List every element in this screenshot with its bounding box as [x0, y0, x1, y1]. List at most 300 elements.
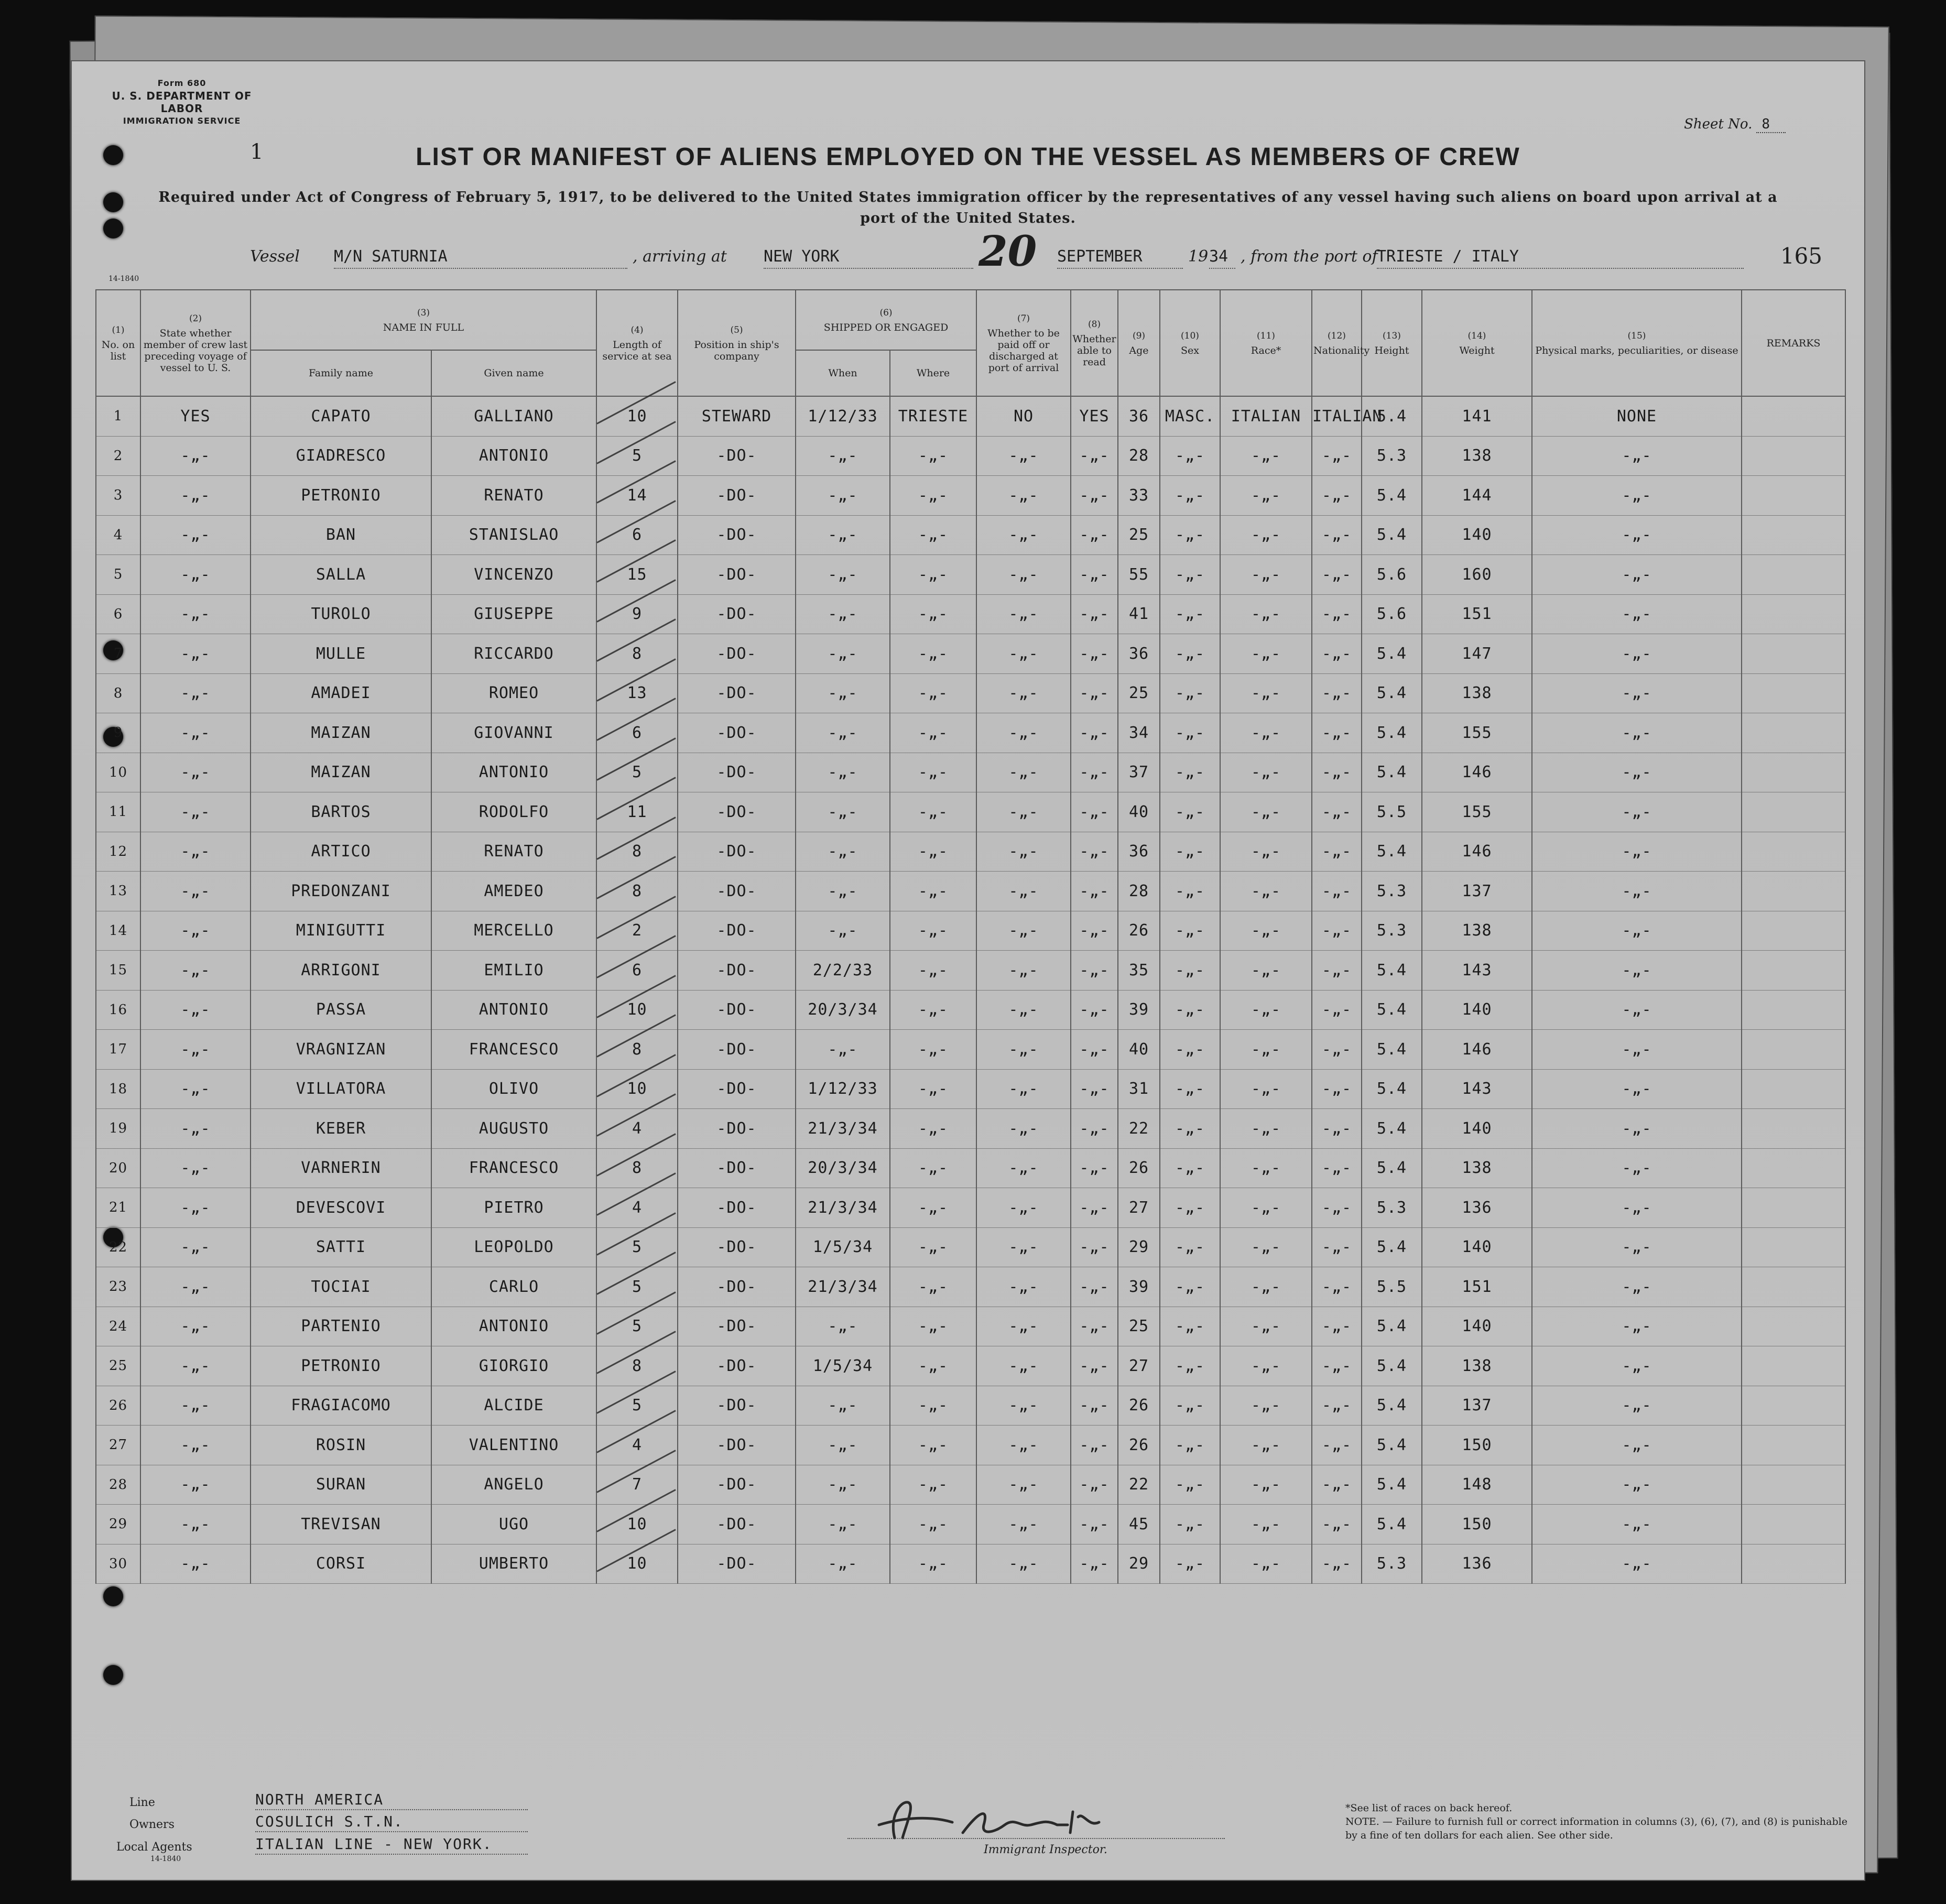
- cell-sex: -„-: [1160, 1346, 1220, 1386]
- cell-age: 27: [1118, 1346, 1160, 1386]
- cell-paid-off: -„-: [976, 1465, 1071, 1505]
- col-header-read: (8) Whether able to read: [1071, 290, 1118, 396]
- table-row: [96, 1426, 1845, 1465]
- cell-height: 5.4: [1362, 1465, 1422, 1505]
- cell-remarks: [1742, 1148, 1845, 1188]
- cell-able-to-read: -„-: [1071, 1426, 1118, 1465]
- cell-nationality: -„-: [1312, 1030, 1362, 1070]
- cell-race: -„-: [1220, 1426, 1312, 1465]
- sheet-code: 165: [1780, 243, 1822, 269]
- cell-service-length: [596, 1227, 678, 1267]
- cell-shipped-when: -„-: [796, 555, 890, 595]
- cell-nationality: -„-: [1312, 713, 1362, 753]
- cell-service-length: [596, 951, 678, 991]
- cell-position: -DO-: [678, 1505, 796, 1544]
- cell-age: 27: [1118, 1188, 1160, 1228]
- cell-age: 22: [1118, 1465, 1160, 1505]
- cell-nationality: -„-: [1312, 1267, 1362, 1307]
- cell-family-name: PASSA: [251, 990, 431, 1030]
- service-value: 15: [627, 565, 647, 584]
- cell-age: 26: [1118, 1386, 1160, 1426]
- table-row: [96, 436, 1845, 476]
- cell-height: 5.4: [1362, 673, 1422, 713]
- cell-age: 22: [1118, 1109, 1160, 1149]
- cell-shipped-when: -„-: [796, 1030, 890, 1070]
- cell-able-to-read: -„-: [1071, 1188, 1118, 1228]
- cell-prev-voyage: -„-: [140, 594, 251, 634]
- cell-physical-marks: -„-: [1532, 753, 1742, 792]
- inspector-signature: [858, 1796, 1225, 1843]
- cell-position: -DO-: [678, 1030, 796, 1070]
- cell-family-name: VRAGNIZAN: [251, 1030, 431, 1070]
- cell-height: 5.5: [1362, 1267, 1422, 1307]
- cell-family-name: TOCIAI: [251, 1267, 431, 1307]
- cell-sex: -„-: [1160, 1307, 1220, 1346]
- cell-weight: 140: [1422, 1227, 1532, 1267]
- cell-row-number: 10: [96, 753, 140, 792]
- cell-paid-off: -„-: [976, 1307, 1071, 1346]
- table-row: [96, 515, 1845, 555]
- cell-weight: 140: [1422, 990, 1532, 1030]
- cell-physical-marks: -„-: [1532, 1227, 1742, 1267]
- cell-family-name: SALLA: [251, 555, 431, 595]
- col-header-where: Where: [890, 350, 976, 396]
- cell-shipped-when: 1/12/33: [796, 1069, 890, 1109]
- cell-race: -„-: [1220, 1227, 1312, 1267]
- cell-sex: -„-: [1160, 1069, 1220, 1109]
- cell-paid-off: -„-: [976, 1346, 1071, 1386]
- cell-nationality: -„-: [1312, 792, 1362, 832]
- cell-nationality: -„-: [1312, 1307, 1362, 1346]
- cell-race: -„-: [1220, 832, 1312, 872]
- cell-physical-marks: -„-: [1532, 1267, 1742, 1307]
- cell-service-length: [596, 1386, 678, 1426]
- cell-position: -DO-: [678, 951, 796, 991]
- cell-physical-marks: -„-: [1532, 1505, 1742, 1544]
- cell-paid-off: -„-: [976, 792, 1071, 832]
- cell-shipped-where: -„-: [890, 555, 976, 595]
- inspector-label: Immigrant Inspector.: [984, 1843, 1107, 1856]
- cell-sex: -„-: [1160, 911, 1220, 951]
- sheet-number-label: Sheet No.: [1684, 116, 1753, 132]
- table-row: [96, 990, 1845, 1030]
- cell-given-name: VINCENZO: [431, 555, 596, 595]
- cell-physical-marks: -„-: [1532, 1109, 1742, 1149]
- service-value: 8: [632, 842, 643, 861]
- cell-position: -DO-: [678, 911, 796, 951]
- cell-prev-voyage: -„-: [140, 1069, 251, 1109]
- cell-position: -DO-: [678, 792, 796, 832]
- cell-shipped-where: -„-: [890, 1386, 976, 1426]
- cell-height: 5.4: [1362, 1109, 1422, 1149]
- cell-given-name: RENATO: [431, 476, 596, 516]
- cell-nationality: -„-: [1312, 832, 1362, 872]
- cell-service-length: [596, 1505, 678, 1544]
- cell-shipped-when: -„-: [796, 792, 890, 832]
- service-value: 8: [632, 1356, 643, 1375]
- cell-given-name: ANTONIO: [431, 1307, 596, 1346]
- cell-family-name: AMADEI: [251, 673, 431, 713]
- table-row: [96, 713, 1845, 753]
- cell-position: -DO-: [678, 1465, 796, 1505]
- cell-race: -„-: [1220, 792, 1312, 832]
- department-header: [98, 77, 266, 127]
- cell-nationality: -„-: [1312, 1386, 1362, 1426]
- table-row: [96, 951, 1845, 991]
- cell-row-number: 20: [96, 1148, 140, 1188]
- cell-prev-voyage: -„-: [140, 515, 251, 555]
- cell-nationality: -„-: [1312, 1544, 1362, 1584]
- cell-paid-off: -„-: [976, 1069, 1071, 1109]
- cell-remarks: [1742, 634, 1845, 674]
- cell-service-length: [596, 673, 678, 713]
- table-row: [96, 1069, 1845, 1109]
- cell-given-name: CARLO: [431, 1267, 596, 1307]
- cell-sex: -„-: [1160, 1188, 1220, 1228]
- cell-race: -„-: [1220, 476, 1312, 516]
- service-name: IMMIGRATION SERVICE: [123, 116, 241, 126]
- cell-physical-marks: -„-: [1532, 951, 1742, 991]
- cell-nationality: -„-: [1312, 594, 1362, 634]
- service-value: 4: [632, 1435, 643, 1454]
- cell-row-number: 1: [96, 396, 140, 436]
- cell-weight: 140: [1422, 1109, 1532, 1149]
- cell-physical-marks: NONE: [1532, 396, 1742, 436]
- cell-prev-voyage: -„-: [140, 476, 251, 516]
- cell-paid-off: -„-: [976, 911, 1071, 951]
- cell-able-to-read: -„-: [1071, 1148, 1118, 1188]
- cell-shipped-where: -„-: [890, 1346, 976, 1386]
- cell-age: 36: [1118, 832, 1160, 872]
- cell-prev-voyage: -„-: [140, 1505, 251, 1544]
- col-header-paid-off: (7) Whether to be paid off or discharged at port of arrival: [976, 290, 1071, 396]
- cell-nationality: -„-: [1312, 1465, 1362, 1505]
- cell-race: ITALIAN: [1220, 396, 1312, 436]
- race-note: *See list of races on back hereof.: [1345, 1802, 1513, 1814]
- cell-weight: 138: [1422, 436, 1532, 476]
- cell-physical-marks: -„-: [1532, 1069, 1742, 1109]
- manifest-sheet: [71, 60, 1865, 1881]
- cell-shipped-where: -„-: [890, 753, 976, 792]
- cell-shipped-when: 21/3/34: [796, 1267, 890, 1307]
- cell-race: -„-: [1220, 872, 1312, 911]
- cell-given-name: OLIVO: [431, 1069, 596, 1109]
- cell-remarks: [1742, 673, 1845, 713]
- cell-shipped-when: -„-: [796, 673, 890, 713]
- cell-family-name: VILLATORA: [251, 1069, 431, 1109]
- cell-position: -DO-: [678, 1426, 796, 1465]
- vessel-line: [72, 226, 1864, 283]
- cell-remarks: [1742, 832, 1845, 872]
- service-value: 10: [627, 1000, 647, 1019]
- cell-shipped-where: -„-: [890, 476, 976, 516]
- cell-paid-off: -„-: [976, 515, 1071, 555]
- cell-able-to-read: -„-: [1071, 753, 1118, 792]
- cell-nationality: -„-: [1312, 872, 1362, 911]
- cell-sex: -„-: [1160, 951, 1220, 991]
- cell-remarks: [1742, 1426, 1845, 1465]
- cell-position: -DO-: [678, 1346, 796, 1386]
- penalty-note: NOTE. — Failure to furnish full or correct information in columns (3), (6), (7), and (8) is punishable by a fine of ten dollars for each alien. See other side.: [1345, 1816, 1847, 1841]
- col-header-family-name: Family name: [251, 350, 431, 396]
- cell-race: -„-: [1220, 1148, 1312, 1188]
- cell-shipped-when: 21/3/34: [796, 1188, 890, 1228]
- cell-shipped-where: -„-: [890, 1227, 976, 1267]
- cell-service-length: [596, 911, 678, 951]
- service-value: 8: [632, 644, 643, 663]
- cell-able-to-read: -„-: [1071, 476, 1118, 516]
- cell-able-to-read: -„-: [1071, 634, 1118, 674]
- cell-race: -„-: [1220, 1267, 1312, 1307]
- table-row: [96, 1227, 1845, 1267]
- cell-position: -DO-: [678, 1109, 796, 1149]
- cell-position: -DO-: [678, 673, 796, 713]
- cell-service-length: [596, 1346, 678, 1386]
- cell-family-name: MULLE: [251, 634, 431, 674]
- cell-sex: -„-: [1160, 673, 1220, 713]
- cell-position: -DO-: [678, 1227, 796, 1267]
- cell-prev-voyage: -„-: [140, 555, 251, 595]
- service-value: 4: [632, 1119, 643, 1138]
- cell-prev-voyage: -„-: [140, 1346, 251, 1386]
- cell-able-to-read: -„-: [1071, 1346, 1118, 1386]
- cell-family-name: SATTI: [251, 1227, 431, 1267]
- cell-shipped-when: -„-: [796, 911, 890, 951]
- cell-prev-voyage: -„-: [140, 1386, 251, 1426]
- cell-shipped-where: -„-: [890, 1426, 976, 1465]
- cell-shipped-where: -„-: [890, 1505, 976, 1544]
- cell-able-to-read: -„-: [1071, 792, 1118, 832]
- cell-family-name: PREDONZANI: [251, 872, 431, 911]
- cell-prev-voyage: -„-: [140, 673, 251, 713]
- cell-weight: 151: [1422, 594, 1532, 634]
- col-header-shipped: (6) SHIPPED OR ENGAGED: [796, 290, 976, 350]
- cell-row-number: 9: [96, 713, 140, 753]
- cell-age: 40: [1118, 1030, 1160, 1070]
- cell-position: -DO-: [678, 713, 796, 753]
- cell-shipped-when: -„-: [796, 1544, 890, 1584]
- cell-able-to-read: -„-: [1071, 1227, 1118, 1267]
- cell-sex: -„-: [1160, 436, 1220, 476]
- cell-age: 25: [1118, 1307, 1160, 1346]
- cell-weight: 138: [1422, 673, 1532, 713]
- table-row: [96, 1544, 1845, 1584]
- cell-age: 41: [1118, 594, 1160, 634]
- cell-physical-marks: -„-: [1532, 1148, 1742, 1188]
- cell-shipped-where: -„-: [890, 1465, 976, 1505]
- table-row: [96, 634, 1845, 674]
- cell-given-name: ANGELO: [431, 1465, 596, 1505]
- table-row: [96, 1505, 1845, 1544]
- cell-family-name: GIADRESCO: [251, 436, 431, 476]
- cell-age: 37: [1118, 753, 1160, 792]
- cell-given-name: GIORGIO: [431, 1346, 596, 1386]
- cell-physical-marks: -„-: [1532, 436, 1742, 476]
- cell-prev-voyage: -„-: [140, 1426, 251, 1465]
- cell-family-name: VARNERIN: [251, 1148, 431, 1188]
- owners-value: COSULICH S.T.N.: [255, 1813, 528, 1832]
- table-row: [96, 1267, 1845, 1307]
- cell-sex: -„-: [1160, 1267, 1220, 1307]
- cell-height: 5.4: [1362, 1307, 1422, 1346]
- cell-row-number: 29: [96, 1505, 140, 1544]
- cell-row-number: 21: [96, 1188, 140, 1228]
- cell-shipped-when: -„-: [796, 476, 890, 516]
- cell-height: 5.4: [1362, 951, 1422, 991]
- table-row: [96, 792, 1845, 832]
- cell-paid-off: -„-: [976, 951, 1071, 991]
- cell-height: 5.5: [1362, 792, 1422, 832]
- cell-sex: -„-: [1160, 476, 1220, 516]
- cell-shipped-when: 21/3/34: [796, 1109, 890, 1149]
- cell-sex: -„-: [1160, 832, 1220, 872]
- cell-sex: -„-: [1160, 990, 1220, 1030]
- cell-prev-voyage: -„-: [140, 1544, 251, 1584]
- cell-height: 5.4: [1362, 832, 1422, 872]
- service-value: 5: [632, 1277, 643, 1296]
- cell-position: -DO-: [678, 872, 796, 911]
- cell-remarks: [1742, 1307, 1845, 1346]
- cell-age: 39: [1118, 1267, 1160, 1307]
- from-port-label: , from the port of: [1241, 247, 1378, 266]
- cell-race: -„-: [1220, 713, 1312, 753]
- cell-paid-off: -„-: [976, 476, 1071, 516]
- cell-given-name: UGO: [431, 1505, 596, 1544]
- owners-label: Owners: [129, 1818, 175, 1831]
- cell-age: 40: [1118, 792, 1160, 832]
- cell-nationality: -„-: [1312, 1346, 1362, 1386]
- cell-family-name: PETRONIO: [251, 476, 431, 516]
- cell-given-name: ROMEO: [431, 673, 596, 713]
- cell-age: 39: [1118, 990, 1160, 1030]
- cell-nationality: -„-: [1312, 476, 1362, 516]
- cell-service-length: [596, 436, 678, 476]
- cell-able-to-read: -„-: [1071, 911, 1118, 951]
- cell-given-name: AUGUSTO: [431, 1109, 596, 1149]
- cell-age: 34: [1118, 713, 1160, 753]
- cell-paid-off: -„-: [976, 872, 1071, 911]
- cell-nationality: -„-: [1312, 753, 1362, 792]
- service-value: 5: [632, 447, 643, 465]
- manifest-footer: [72, 1791, 1864, 1875]
- cell-weight: 140: [1422, 515, 1532, 555]
- cell-age: 36: [1118, 396, 1160, 436]
- cell-height: 5.4: [1362, 1148, 1422, 1188]
- cell-prev-voyage: -„-: [140, 1109, 251, 1149]
- cell-age: 33: [1118, 476, 1160, 516]
- cell-row-number: 3: [96, 476, 140, 516]
- col-header-remarks: REMARKS: [1742, 290, 1845, 396]
- arrival-port: NEW YORK: [764, 247, 973, 269]
- cell-weight: 138: [1422, 911, 1532, 951]
- cell-height: 5.6: [1362, 555, 1422, 595]
- arrival-day: 20: [979, 226, 1037, 276]
- cell-race: -„-: [1220, 1465, 1312, 1505]
- cell-physical-marks: -„-: [1532, 1307, 1742, 1346]
- sheet-number: [1684, 116, 1786, 132]
- cell-remarks: [1742, 990, 1845, 1030]
- cell-service-length: [596, 1109, 678, 1149]
- cell-physical-marks: -„-: [1532, 1386, 1742, 1426]
- cell-able-to-read: -„-: [1071, 1386, 1118, 1426]
- cell-service-length: [596, 594, 678, 634]
- department-name: U. S. DEPARTMENT OF LABOR: [112, 90, 252, 115]
- cell-physical-marks: -„-: [1532, 1544, 1742, 1584]
- col-header-age: (9) Age: [1118, 290, 1160, 396]
- cell-service-length: [596, 990, 678, 1030]
- cell-physical-marks: -„-: [1532, 673, 1742, 713]
- cell-service-length: [596, 872, 678, 911]
- cell-shipped-where: -„-: [890, 990, 976, 1030]
- cell-height: 5.4: [1362, 476, 1422, 516]
- cell-race: -„-: [1220, 1346, 1312, 1386]
- cell-sex: -„-: [1160, 1227, 1220, 1267]
- page-mark: 1: [250, 140, 264, 164]
- cell-sex: -„-: [1160, 872, 1220, 911]
- cell-nationality: -„-: [1312, 555, 1362, 595]
- cell-family-name: CORSI: [251, 1544, 431, 1584]
- cell-paid-off: -„-: [976, 1227, 1071, 1267]
- cell-prev-voyage: -„-: [140, 1465, 251, 1505]
- cell-height: 5.4: [1362, 713, 1422, 753]
- cell-sex: -„-: [1160, 555, 1220, 595]
- cell-position: -DO-: [678, 1069, 796, 1109]
- cell-physical-marks: -„-: [1532, 594, 1742, 634]
- cell-paid-off: -„-: [976, 1544, 1071, 1584]
- cell-physical-marks: -„-: [1532, 990, 1742, 1030]
- cell-prev-voyage: -„-: [140, 634, 251, 674]
- cell-height: 5.4: [1362, 634, 1422, 674]
- service-value: 10: [627, 1080, 647, 1098]
- cell-age: 31: [1118, 1069, 1160, 1109]
- col-header-prev-voyage: (2) State whether member of crew last preceding voyage of vessel to U. S.: [140, 290, 251, 396]
- cell-able-to-read: -„-: [1071, 1505, 1118, 1544]
- cell-sex: -„-: [1160, 1544, 1220, 1584]
- cell-sex: -„-: [1160, 1465, 1220, 1505]
- cell-age: 55: [1118, 555, 1160, 595]
- cell-shipped-when: 1/5/34: [796, 1227, 890, 1267]
- cell-row-number: 30: [96, 1544, 140, 1584]
- cell-given-name: GIUSEPPE: [431, 594, 596, 634]
- cell-position: -DO-: [678, 436, 796, 476]
- cell-given-name: UMBERTO: [431, 1544, 596, 1584]
- cell-age: 36: [1118, 634, 1160, 674]
- cell-family-name: ARRIGONI: [251, 951, 431, 991]
- cell-row-number: 14: [96, 911, 140, 951]
- cell-shipped-where: -„-: [890, 515, 976, 555]
- cell-shipped-when: 20/3/34: [796, 990, 890, 1030]
- cell-nationality: -„-: [1312, 1505, 1362, 1544]
- cell-remarks: [1742, 1267, 1845, 1307]
- cell-height: 5.3: [1362, 872, 1422, 911]
- page-title: LIST OR MANIFEST OF ALIENS EMPLOYED ON THE VESSEL AS MEMBERS OF CREW: [416, 143, 1520, 171]
- cell-given-name: MERCELLO: [431, 911, 596, 951]
- cell-paid-off: -„-: [976, 1030, 1071, 1070]
- cell-physical-marks: -„-: [1532, 515, 1742, 555]
- cell-family-name: TREVISAN: [251, 1505, 431, 1544]
- cell-height: 5.4: [1362, 515, 1422, 555]
- cell-age: 26: [1118, 911, 1160, 951]
- cell-paid-off: -„-: [976, 1505, 1071, 1544]
- cell-height: 5.4: [1362, 1069, 1422, 1109]
- cell-position: -DO-: [678, 634, 796, 674]
- cell-family-name: KEBER: [251, 1109, 431, 1149]
- cell-weight: 150: [1422, 1426, 1532, 1465]
- cell-shipped-where: -„-: [890, 872, 976, 911]
- col-header-no: (1) No. on list: [96, 290, 140, 396]
- cell-race: -„-: [1220, 555, 1312, 595]
- cell-row-number: 4: [96, 515, 140, 555]
